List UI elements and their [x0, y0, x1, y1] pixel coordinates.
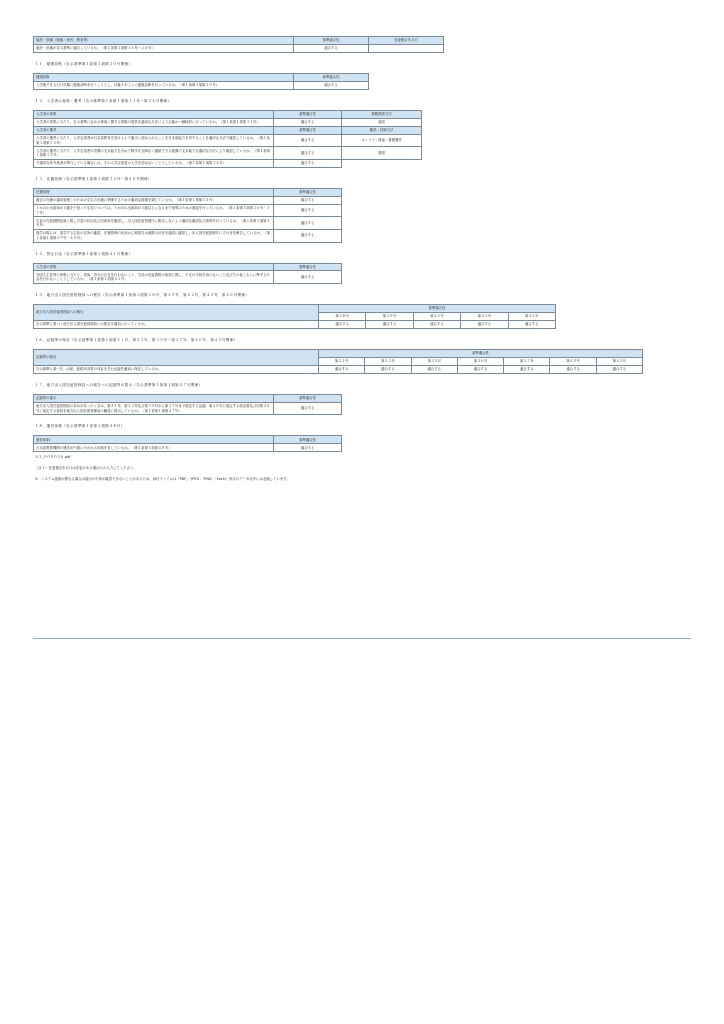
clause-header: 第３８号 — [319, 313, 366, 321]
compliance-value: 適合する — [274, 204, 342, 217]
footnote-1: （注１）変更報告年月日は変更がある場合のみ入力してください。 — [35, 466, 137, 471]
compliance-value: 適合する — [319, 365, 365, 373]
question-cell: 告示基準に基づく地方出入国在留管理局への報告を適切に行っているか。 — [34, 320, 319, 328]
health-check-table — [33, 73, 369, 90]
compliance-header: 基準適合性 — [274, 436, 342, 444]
clause-header: 第３７号 — [504, 357, 550, 365]
operation-table — [33, 435, 342, 452]
question-cell: 外国人生徒等の募集に当たり、虚偽・誇大の広告を行わないこと、生徒の在留資格の取得に関し、不正の手段を用いないこと及びその他これらに準ずる行為を行わないこととしているか。（第１条第１項第４１号） — [34, 271, 274, 284]
clause-header: 第３６号 — [457, 357, 503, 365]
clause-header: 第２１号 — [319, 357, 365, 365]
section-13-title: １３．在籍管理（告示基準第１条第１項第３５号～第４０号関係） — [35, 176, 152, 181]
compliance-value: 適合する — [294, 81, 369, 89]
compliance-value: 適合する — [274, 147, 342, 160]
compliance-value: 適合する — [413, 320, 460, 328]
section-14-title: １４．禁止行為（告示基準第１条第１項第４１号関係） — [35, 251, 133, 256]
table-header: 入学者の募集 — [34, 110, 274, 118]
compliance-value: 適合する — [596, 365, 642, 373]
change-date-header: 変更報告年月日 — [369, 37, 444, 45]
table-header: 地方出入国在留管理局への報告 — [34, 305, 319, 321]
compliance-value: 適合する — [411, 365, 457, 373]
compliance-value: 適合する — [274, 118, 342, 126]
compliance-value: 適合する — [504, 365, 550, 373]
enrollment-table — [33, 188, 342, 243]
report-table — [33, 304, 556, 329]
section-15-title: １５．地方出入国在留管理局への報告（告示基準第１条第１項第３８号、第３９号、第４２号、第４３号、第４６号関係） — [35, 293, 250, 298]
clause-header: 第４０号 — [550, 357, 596, 365]
question-cell: 入学者の募集に当たり、告示基準に定める事項に関する情報の提供を適切な方法により正確かつ積極的に行っているか。（第１条第１項第３１号） — [34, 118, 274, 126]
compliance-header: 基準適合性 — [274, 110, 342, 118]
compliance-value: 適合する — [550, 365, 596, 373]
report-page — [33, 36, 693, 481]
table-header: 在籍管理 — [34, 188, 274, 196]
compliance-value: 適合する — [274, 229, 342, 242]
compliance-value: 適合する — [366, 320, 413, 328]
compliance-value: 適合する — [457, 365, 503, 373]
admission-table — [33, 110, 422, 168]
question-cell: 日本語教育機関の運営が円滑に行われる体制を有しているか。（第１条第１項第４８号） — [34, 444, 274, 452]
clause-header: 第４５号 — [596, 357, 642, 365]
table-header: 記録等の保存 — [34, 349, 319, 365]
compliance-value: 適合する — [294, 44, 369, 52]
question-cell: 入学後できるだけ早期に健康診断を行うこととし、以後１年ごとに健康診断を行っているか。（第１条第１項第３０号） — [34, 81, 294, 89]
table-header: 入学者の募集 — [34, 263, 274, 271]
compliance-header: 基準適合性 — [274, 188, 342, 196]
question-cell: 入学者の選考に当たり、入学志望者が日本語教育を受ける上で適当と認められることを日本語能力を有することを適切な方法で確認しているか。（第１条第１項第３２号） — [34, 134, 274, 147]
compliance-group-header: 基準適合性 — [319, 305, 556, 313]
question-cell: 過去の在籍の適切管理このための学生の在籍に関係するための適切な措置を講じているか。（第１条第１項第３５号） — [34, 196, 274, 204]
section-18-title: １８．運営体制（告示基準第１条第１項第４８号） — [35, 424, 125, 429]
clause-header: 第３９号 — [366, 313, 413, 321]
section-11-title: １１．健康診断（告示基準第１条第１項第３０号関係） — [35, 61, 133, 66]
compliance-header: 基準適合性 — [274, 126, 342, 134]
question-cell: 入学者の選考に当たり、入学志望者が学費の支弁能力を含めて修学を支障なく継続できる経費の支弁能力を適切な方法により確認しているか。（第１条第１項第３３号） — [34, 147, 274, 160]
method-value: 書面 — [342, 118, 422, 126]
question-cell: 不適切な仲介業者が関与している場合には、その入学志望者の入学を認めないこととしているか。（第１条第１項第３４号） — [34, 159, 274, 167]
compliance-value: 適合する — [274, 159, 342, 167]
compliance-header: 基準適合性 — [274, 263, 342, 271]
change-date-value — [369, 44, 444, 52]
facilities-question: 施設・設備が告示基準に適合しているか。（第１条第１項第１６号～２６号） — [34, 44, 294, 52]
empty-cell — [342, 159, 422, 167]
compliance-value: 適合する — [274, 196, 342, 204]
facilities-table — [33, 36, 444, 53]
question-cell: １か月の出席率が５割を下回った生徒については、１か月の出席率が５割以上になるまで指導のための面接を行っているか。（第１条第１項第３６号・３７号） — [34, 204, 274, 217]
bottom-divider — [33, 638, 691, 639]
records-presentation-table — [33, 394, 342, 416]
table-header: 入学者の選考 — [34, 126, 274, 134]
compliance-value: 適合する — [319, 320, 366, 328]
compliance-value: 適合する — [461, 320, 508, 328]
prohibited-acts-table — [33, 263, 342, 285]
question-cell: 告示基準に基づき、出席、進路状況等の内容を含む記録を適切に保存しているか。 — [34, 365, 319, 373]
compliance-header: 基準適合性 — [274, 394, 342, 402]
section-16-title: １６．記録等の保存（告示基準第１条第１項第２１号、第３３号、第３５号～第３７号、第４０号、第４５号関係） — [35, 337, 238, 342]
records-table — [33, 349, 643, 374]
compliance-value: 適合する — [274, 217, 342, 230]
method-value: 書面 — [342, 147, 422, 160]
compliance-group-header: 基準適合性 — [319, 349, 643, 357]
clause-header: 第３５号 — [411, 357, 457, 365]
clause-header: 第４２号 — [413, 313, 460, 321]
compliance-header: 基準適合性 — [294, 73, 369, 81]
compliance-value: 適合する — [274, 134, 342, 147]
section-12-title: １２．入学者の募集・選考（告示基準第１条第１項第３１号～第３４号関係） — [35, 98, 172, 103]
table-header: 健康診断 — [34, 73, 294, 81]
compliance-value: 適合する — [508, 320, 555, 328]
compliance-value: 適合する — [274, 402, 342, 415]
clause-header: 第４３号 — [461, 313, 508, 321]
question-cell: 地方出入国在留管理局の求めがあったときは、第２１号、第３３号及び第３５号から第３７号まで規定する記録、第４０号に規定する届出書及び同第４５号に規定する資料を地方出入国在留管理局の職員に提示しているか。（第１条第１項第４７号） — [34, 402, 274, 415]
compliance-value: 適合する — [365, 365, 411, 373]
method-value: オンライン面接・書類選考 — [342, 134, 422, 147]
clause-header: 第４６号 — [508, 313, 555, 321]
compliance-value: 適合する — [274, 444, 342, 452]
facilities-header: 施設・設備（校地・校舎、教室等） — [34, 37, 294, 45]
clause-header: 第３３号 — [365, 357, 411, 365]
file-name: ６３_０００００６.pdf — [35, 455, 71, 460]
section-17-title: １７．地方出入国在留管理局への報告への記録等の提示（告示基準第１条第１項第４７号関係） — [35, 382, 203, 387]
footnote-2: ※ システム画面が異なる場合は届出の中身が確認できないことがあるため、添付ファイルは「PDF」「JPEG」「PNG」「Excel」形式のデータ以外には変換しています。 — [35, 477, 290, 482]
method-header: 情報提供方法 — [342, 110, 422, 118]
question-cell: 退学の際には、退学する生徒の住所の確認、在籍管理の状況から帰国又は進路の状況を適切に確認し、出入国在留管理庁にその旨を報告しているか。（第１条第１項第３９号・４０号） — [34, 229, 274, 242]
table-header: 記録等の提示 — [34, 394, 274, 402]
table-header: 運営体制 — [34, 436, 274, 444]
method-header: 確認・評価方法 — [342, 126, 422, 134]
compliance-header: 基準適合性 — [294, 37, 369, 45]
compliance-value: 適合する — [274, 271, 342, 284]
question-cell: 生徒の在留期間更新に際し学習の状況及び出席率を確認し、出入国在留管理庁に報告しないよう適切な確認及び指導を行っているか。（第１条第１項第３８号） — [34, 217, 274, 230]
